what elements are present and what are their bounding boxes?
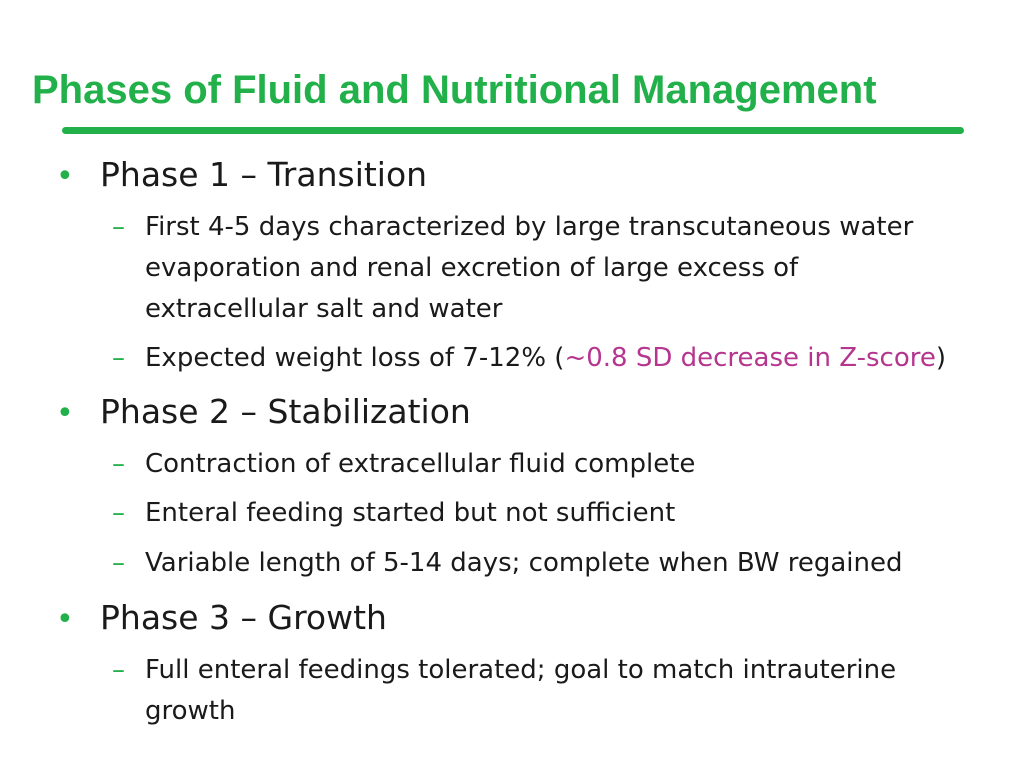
phase-1-bullet xyxy=(56,155,427,197)
text-line: Variable length of 5-14 days; complete when BW regained xyxy=(145,548,903,578)
phase-2-heading: Phase 2 – Stabilization xyxy=(100,392,471,431)
text-line: extracellular salt and water xyxy=(145,294,503,324)
dash-icon: – xyxy=(112,212,125,242)
bullet-dot-icon: • xyxy=(56,602,74,637)
text-line: First 4-5 days characterized by large transcutaneous water xyxy=(145,212,914,242)
phase-2-bullet xyxy=(56,392,471,434)
phase-3-heading: Phase 3 – Growth xyxy=(100,598,387,637)
phase-3-item-1-text xyxy=(145,650,1000,732)
bullet-dot-icon: • xyxy=(56,396,74,431)
phase-2-item-2 xyxy=(112,493,1000,534)
dash-icon: – xyxy=(112,343,125,373)
phase-1-item-1-text xyxy=(145,207,1000,330)
phase-1-item-2 xyxy=(112,338,1000,379)
highlighted-text: ~0.8 SD decrease in Z-score xyxy=(564,343,936,373)
phase-1-heading: Phase 1 – Transition xyxy=(100,155,428,194)
dash-icon: – xyxy=(112,548,125,578)
text-line: growth xyxy=(145,696,236,726)
bullet-dot-icon: • xyxy=(56,159,74,194)
text-line: evaporation and renal excretion of large excess of xyxy=(145,253,799,283)
phase-1-item-1 xyxy=(112,207,1000,330)
dash-icon: – xyxy=(112,655,125,685)
text-line: Full enteral feedings tolerated; goal to match intrauterine xyxy=(145,655,897,685)
dash-icon: – xyxy=(112,498,125,528)
slide-title: Phases of Fluid and Nutritional Management xyxy=(32,68,877,112)
text-line: Contraction of extracellular fluid complete xyxy=(145,449,696,479)
text-segment: Expected weight loss of 7-12% ( xyxy=(145,343,565,373)
phase-3-bullet xyxy=(56,598,387,640)
phase-2-item-1 xyxy=(112,444,1000,485)
text-line: Enteral feeding started but not sufficient xyxy=(145,498,676,528)
phase-3-item-1 xyxy=(112,650,1000,732)
phase-2-item-3 xyxy=(112,543,1000,584)
phase-1-item-2-text xyxy=(145,338,1000,379)
dash-icon: – xyxy=(112,449,125,479)
text-segment: ) xyxy=(935,343,946,373)
